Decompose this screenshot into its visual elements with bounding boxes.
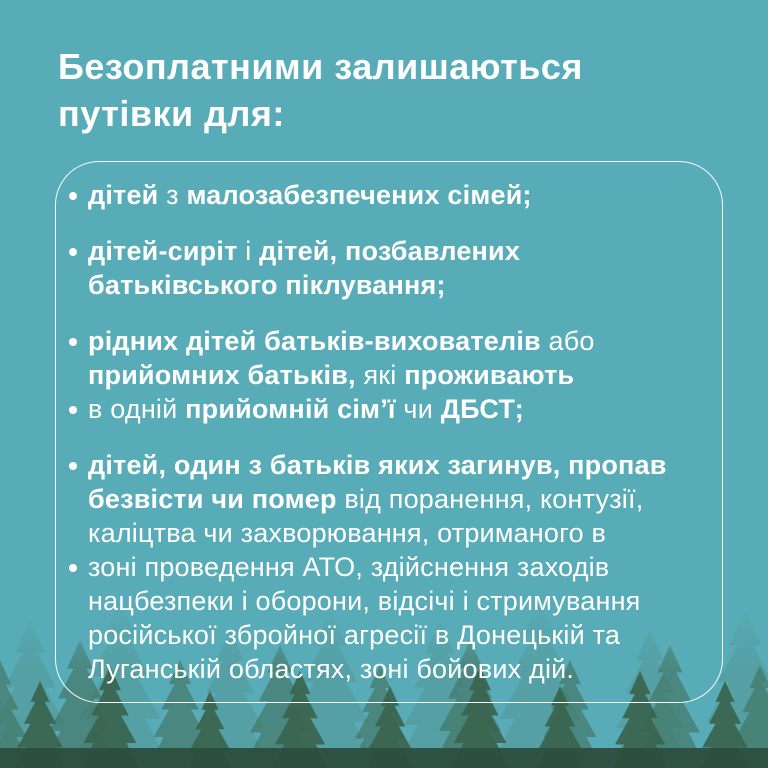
list-item — [69, 178, 700, 212]
benefits-card — [55, 161, 723, 703]
list-item-text: зоні проведення АТО, здійснення заходів нацбезпеки і оборони, відсічі і стримування російської збройної агресії в Донецькій та Луганській областях, зоні бойових дій. — [88, 552, 641, 684]
list-item-text: дітей, один з батьків яких загинув, пропав безвісти чи помер від поранення, контузії, каліцтва чи захворювання, отриманого в — [88, 450, 667, 548]
bullet-icon — [69, 462, 77, 470]
list-item-text: дітей-сиріт і дітей, позбавлених батьківського піклування; — [88, 236, 521, 300]
page-title: Безоплатними залишаються путівки для: — [58, 46, 583, 134]
list-item-text: рідних дітей батьків-вихователів або прийомних батьків, які проживають — [88, 326, 595, 390]
bullet-icon — [69, 248, 77, 256]
list-item — [69, 234, 700, 302]
bullet-icon — [69, 192, 77, 200]
benefits-list — [69, 178, 700, 686]
list-item — [69, 550, 700, 686]
list-item-text: дітей з малозабезпечених сімей; — [88, 180, 532, 210]
list-item — [69, 448, 700, 550]
list-item — [69, 392, 700, 426]
list-item-text: в одній прийомній сім’ї чи ДБСТ; — [88, 394, 524, 424]
list-item — [69, 324, 700, 392]
forest-underbrush — [0, 748, 768, 768]
bullet-icon — [69, 406, 77, 414]
bullet-icon — [69, 338, 77, 346]
bullet-icon — [69, 564, 77, 572]
